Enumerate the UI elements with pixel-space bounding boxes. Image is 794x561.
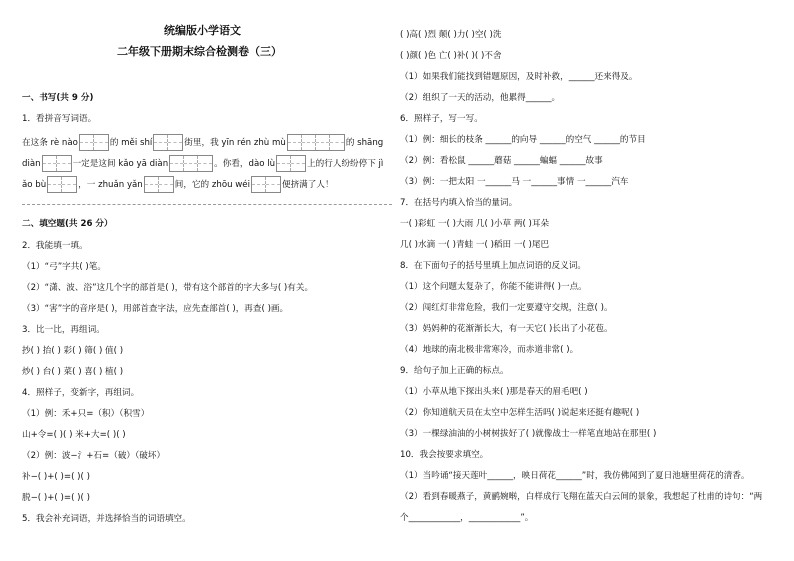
question-7-row-1: 一( )彩虹 一( )大雨 几( )小草 两( )耳朵 [400, 219, 550, 229]
question-3-row-2: 炒( ) 台( ) 菜( ) 喜( ) 植( ) [22, 367, 124, 377]
answer-boxes[interactable] [47, 176, 77, 193]
pinyin-text: 的 měi shí [109, 138, 153, 148]
question-4-1: （1）例：禾+只=（积）（积雪） [22, 409, 150, 419]
question-8-3: （3）妈妈种的花渐渐长大，有一天它( )长出了小花苞。 [400, 324, 613, 334]
section-fill-heading: 二、填空题(共 26 分） [22, 219, 113, 229]
pinyin-text: 街里，我 yīn rén zhù mù [184, 138, 286, 148]
question-8: 8．在下面句子的括号里填上加点词语的反义词。 [400, 261, 586, 271]
question-2-3: （3）“害”字的音序是( )，用部首查字法，应先查部首( )，再查( )画。 [22, 304, 289, 314]
answer-boxes[interactable] [79, 134, 109, 151]
pinyin-text: 间，它的 zhōu wéi [174, 180, 250, 190]
answer-boxes[interactable] [144, 176, 174, 193]
section-divider [22, 204, 392, 205]
question-4: 4．照样子，变新字，再组词。 [22, 388, 140, 398]
pinyin-text: 一定是这间 kǎo yā diàn [72, 159, 169, 169]
pinyin-text: 便挤满了人！ [281, 180, 334, 190]
question-5-2: （2）组织了一天的活动，他累得______。 [400, 93, 561, 103]
question-4-1-answers: 山+令=( )( ) 米+大=( )( ) [22, 430, 126, 440]
pinyin-text: ，一 zhuǎn yǎn [78, 180, 143, 190]
pinyin-line-1 [22, 134, 383, 151]
question-4-2-answer-b: 脱−( )+( )=( )( ) [22, 493, 90, 503]
idiom-row-1: ( )高( )烈 颠( )力( )空( )洗 [400, 30, 502, 40]
question-9-1: （1）小草从地下探出头来( )那是春天的眉毛吧( ) [400, 387, 588, 397]
question-2-2: （2）“潇、波、浴”这几个字的部首是( )，带有这个部首的字大多与( )有关。 [22, 283, 314, 293]
question-8-2: （2）闯红灯非常危险，我们一定要遵守交规，注意( )。 [400, 303, 613, 313]
pinyin-text: 上的行人纷纷停下 jì [307, 159, 384, 169]
idiom-row-2: ( )颜( )色 亡( )补( )( )不舍 [400, 51, 502, 61]
question-2: 2．我能填一填。 [22, 241, 88, 251]
question-6-2: （2）例：看松鼠 ______蘑菇 ______蝙蝠 ______故事 [400, 156, 603, 166]
pinyin-text: diàn [22, 159, 41, 169]
pinyin-text: 。你看，dào lù [214, 159, 276, 169]
question-7-row-2: 几( )水滴 一( )青蛙 一( )稻田 一( )尾巴 [400, 240, 550, 250]
answer-boxes[interactable] [153, 134, 183, 151]
question-9-3: （3）一棵绿油油的小树树拔好了( )就像战士一样笔直地站在那里( ) [400, 429, 657, 439]
answer-boxes[interactable] [287, 134, 345, 151]
answer-boxes[interactable] [276, 155, 306, 172]
question-10-3: 个____________，____________”。 [400, 513, 534, 523]
answer-boxes[interactable] [42, 155, 72, 172]
question-9: 9．给句子加上正确的标点。 [400, 366, 509, 376]
question-7: 7．在括号内填入恰当的量词。 [400, 198, 518, 208]
question-2-1: （1）“弓”字共( )笔。 [22, 262, 106, 272]
pinyin-line-3 [22, 176, 334, 193]
question-10-2: （2）看到春暖燕子，黄鹂婉啭，白样成行飞翔在蓝天白云间的景象，我想起了杜甫的诗句：“两 [400, 492, 763, 502]
page-title: 统编版小学语文 [164, 24, 241, 37]
question-5: 5．我会补充词语，并选择恰当的词语填空。 [22, 514, 191, 524]
pinyin-text: 在这条 rè nào [22, 138, 78, 148]
page-subtitle: 二年级下册期末综合检测卷（三） [117, 45, 282, 58]
section-writing-heading: 一、书写(共 9 分) [22, 93, 94, 103]
pinyin-text: 的 shāng [345, 138, 384, 148]
question-3: 3．比一比，再组词。 [22, 325, 105, 335]
pinyin-text: ǎo bù [22, 180, 47, 190]
pinyin-line-2 [22, 155, 383, 172]
question-3-row-1: 抄( ) 抬( ) 彩( ) 筛( ) 值( ) [22, 346, 124, 356]
question-9-2: （2）你知道航天员在太空中怎样生活吗( )说起来还挺有趣呢( ) [400, 408, 640, 418]
question-6-3: （3）例：一把太阳 一______马 一______事情 一______汽车 [400, 177, 629, 187]
question-8-1: （1）这个问题太复杂了，你能不能讲得( )一点。 [400, 282, 587, 292]
question-1: 1．看拼音写词语。 [22, 114, 97, 124]
question-6: 6．照样子，写一写。 [400, 114, 483, 124]
answer-boxes[interactable] [251, 176, 281, 193]
question-4-2: （2）例：波−氵+石=（破）（破坏） [22, 451, 166, 461]
question-6-1: （1）例：细长的枝条 ______的向导 ______的空气 ______的节目 [400, 135, 646, 145]
question-4-2-answer-a: 补−( )+( )=( )( ) [22, 472, 90, 482]
question-8-4: （4）地球的南北极非常寒冷，而赤道非常( )。 [400, 345, 579, 355]
answer-boxes[interactable] [169, 155, 213, 172]
question-10-1: （1）当吟诵“接天莲叶______，映日荷花______”时，我仿佛闻到了夏日池塘里荷花的清香。 [400, 471, 750, 481]
question-5-1: （1）如果我们能找到错题原因，及时补救，______还来得及。 [400, 72, 638, 82]
question-10: 10．我会按要求填空。 [400, 450, 489, 460]
